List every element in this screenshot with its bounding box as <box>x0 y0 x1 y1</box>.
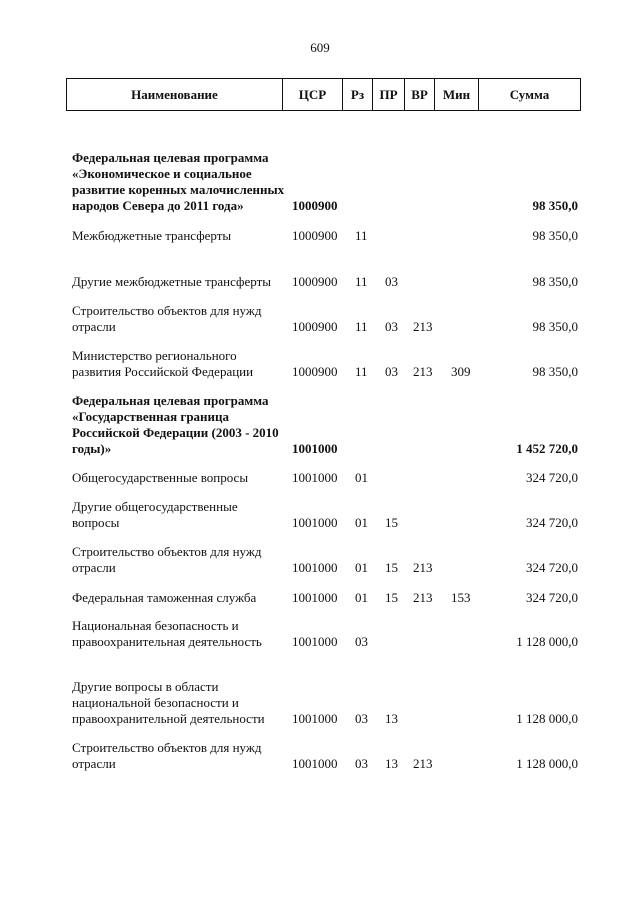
row-rz: 01 <box>355 515 368 530</box>
page-number: 609 <box>310 40 330 55</box>
row-csr: 1001000 <box>292 634 338 649</box>
row-name: Общегосударственные вопросы <box>72 470 249 485</box>
row-sum: 324 720,0 <box>526 560 578 575</box>
row-sum: 324 720,0 <box>526 515 578 530</box>
row-csr: 1001000 <box>292 470 338 485</box>
table-row <box>0 256 640 290</box>
table-row <box>0 132 640 214</box>
row-csr: 1000900 <box>292 319 338 334</box>
table-row <box>0 616 640 650</box>
row-rz: 03 <box>355 711 368 726</box>
header-rz: Рз <box>343 79 373 110</box>
row-rz: 01 <box>355 590 368 605</box>
row-vr: 213 <box>413 364 433 379</box>
header-pr: ПР <box>373 79 405 110</box>
table-row <box>0 226 640 244</box>
row-name: Строительство объектов для нужд отрасли <box>72 303 262 334</box>
row-name: Другие межбюджетные трансферты <box>72 274 271 289</box>
row-name: Федеральная целевая программа «Государственная граница Российской Федерации (2003 - 2010 годы)» <box>72 393 279 456</box>
row-rz: 11 <box>355 228 368 243</box>
table-row <box>0 661 640 727</box>
header-name: Наименование <box>67 79 283 110</box>
row-csr: 1000900 <box>292 198 338 213</box>
table-header <box>66 78 581 111</box>
row-vr: 213 <box>413 319 433 334</box>
row-rz: 01 <box>355 470 368 485</box>
row-csr: 1000900 <box>292 364 338 379</box>
row-csr: 1001000 <box>292 441 338 456</box>
row-name: Федеральная таможенная служба <box>72 590 257 605</box>
row-pr: 13 <box>385 756 398 771</box>
row-pr: 15 <box>385 515 398 530</box>
row-rz: 11 <box>355 364 368 379</box>
row-rz: 03 <box>355 756 368 771</box>
row-sum: 98 350,0 <box>532 228 578 243</box>
table-row <box>0 393 640 457</box>
row-pr: 13 <box>385 711 398 726</box>
table-row <box>0 738 640 772</box>
header-csr: ЦСР <box>283 79 343 110</box>
table-row <box>0 542 640 576</box>
row-sum: 98 350,0 <box>532 319 578 334</box>
row-sum: 98 350,0 <box>532 198 578 213</box>
header-sum: Сумма <box>509 86 550 102</box>
table-row <box>0 588 640 606</box>
row-vr: 213 <box>413 756 433 771</box>
row-name: Строительство объектов для нужд отрасли <box>72 544 262 575</box>
row-vr: 213 <box>413 590 433 605</box>
table-row <box>0 497 640 531</box>
row-name: Министерство регионального развития Российской Федерации <box>72 348 254 379</box>
row-rz: 11 <box>355 274 368 289</box>
header-vr: ВР <box>405 79 435 110</box>
row-csr: 1001000 <box>292 590 338 605</box>
row-csr: 1001000 <box>292 515 338 530</box>
row-csr: 1001000 <box>292 756 338 771</box>
row-sum: 1 128 000,0 <box>516 756 578 771</box>
row-csr: 1001000 <box>292 711 338 726</box>
table-row <box>0 301 640 335</box>
row-rz: 03 <box>355 634 368 649</box>
row-rz: 01 <box>355 560 368 575</box>
row-sum: 1 128 000,0 <box>516 634 578 649</box>
row-sum: 1 452 720,0 <box>516 441 578 456</box>
row-sum: 324 720,0 <box>526 470 578 485</box>
row-rz: 11 <box>355 319 368 334</box>
table-row <box>0 468 640 486</box>
row-name: Национальная безопасность и правоохранительная деятельность <box>72 618 262 649</box>
header-min: Мин <box>435 79 479 110</box>
row-pr: 03 <box>385 274 398 289</box>
table-row <box>0 346 640 380</box>
row-csr: 1000900 <box>292 228 338 243</box>
row-pr: 03 <box>385 319 398 334</box>
row-min: 309 <box>451 364 471 379</box>
row-pr: 15 <box>385 560 398 575</box>
row-name: Межбюджетные трансферты <box>72 228 232 243</box>
row-sum: 324 720,0 <box>526 590 578 605</box>
row-pr: 15 <box>385 590 398 605</box>
row-name: Федеральная целевая программа «Экономическое и социальное развитие коренных малочисленных народов Севера до 2011 года» <box>72 150 285 213</box>
row-pr: 03 <box>385 364 398 379</box>
row-name: Строительство объектов для нужд отрасли <box>72 740 262 771</box>
row-sum: 98 350,0 <box>532 274 578 289</box>
row-sum: 98 350,0 <box>532 364 578 379</box>
row-sum: 1 128 000,0 <box>516 711 578 726</box>
row-csr: 1001000 <box>292 560 338 575</box>
row-vr: 213 <box>413 560 433 575</box>
row-csr: 1000900 <box>292 274 338 289</box>
row-name: Другие вопросы в области национальной безопасности и правоохранительной деятельности <box>72 679 265 726</box>
row-name: Другие общегосударственные вопросы <box>72 499 238 530</box>
row-min: 153 <box>451 590 471 605</box>
